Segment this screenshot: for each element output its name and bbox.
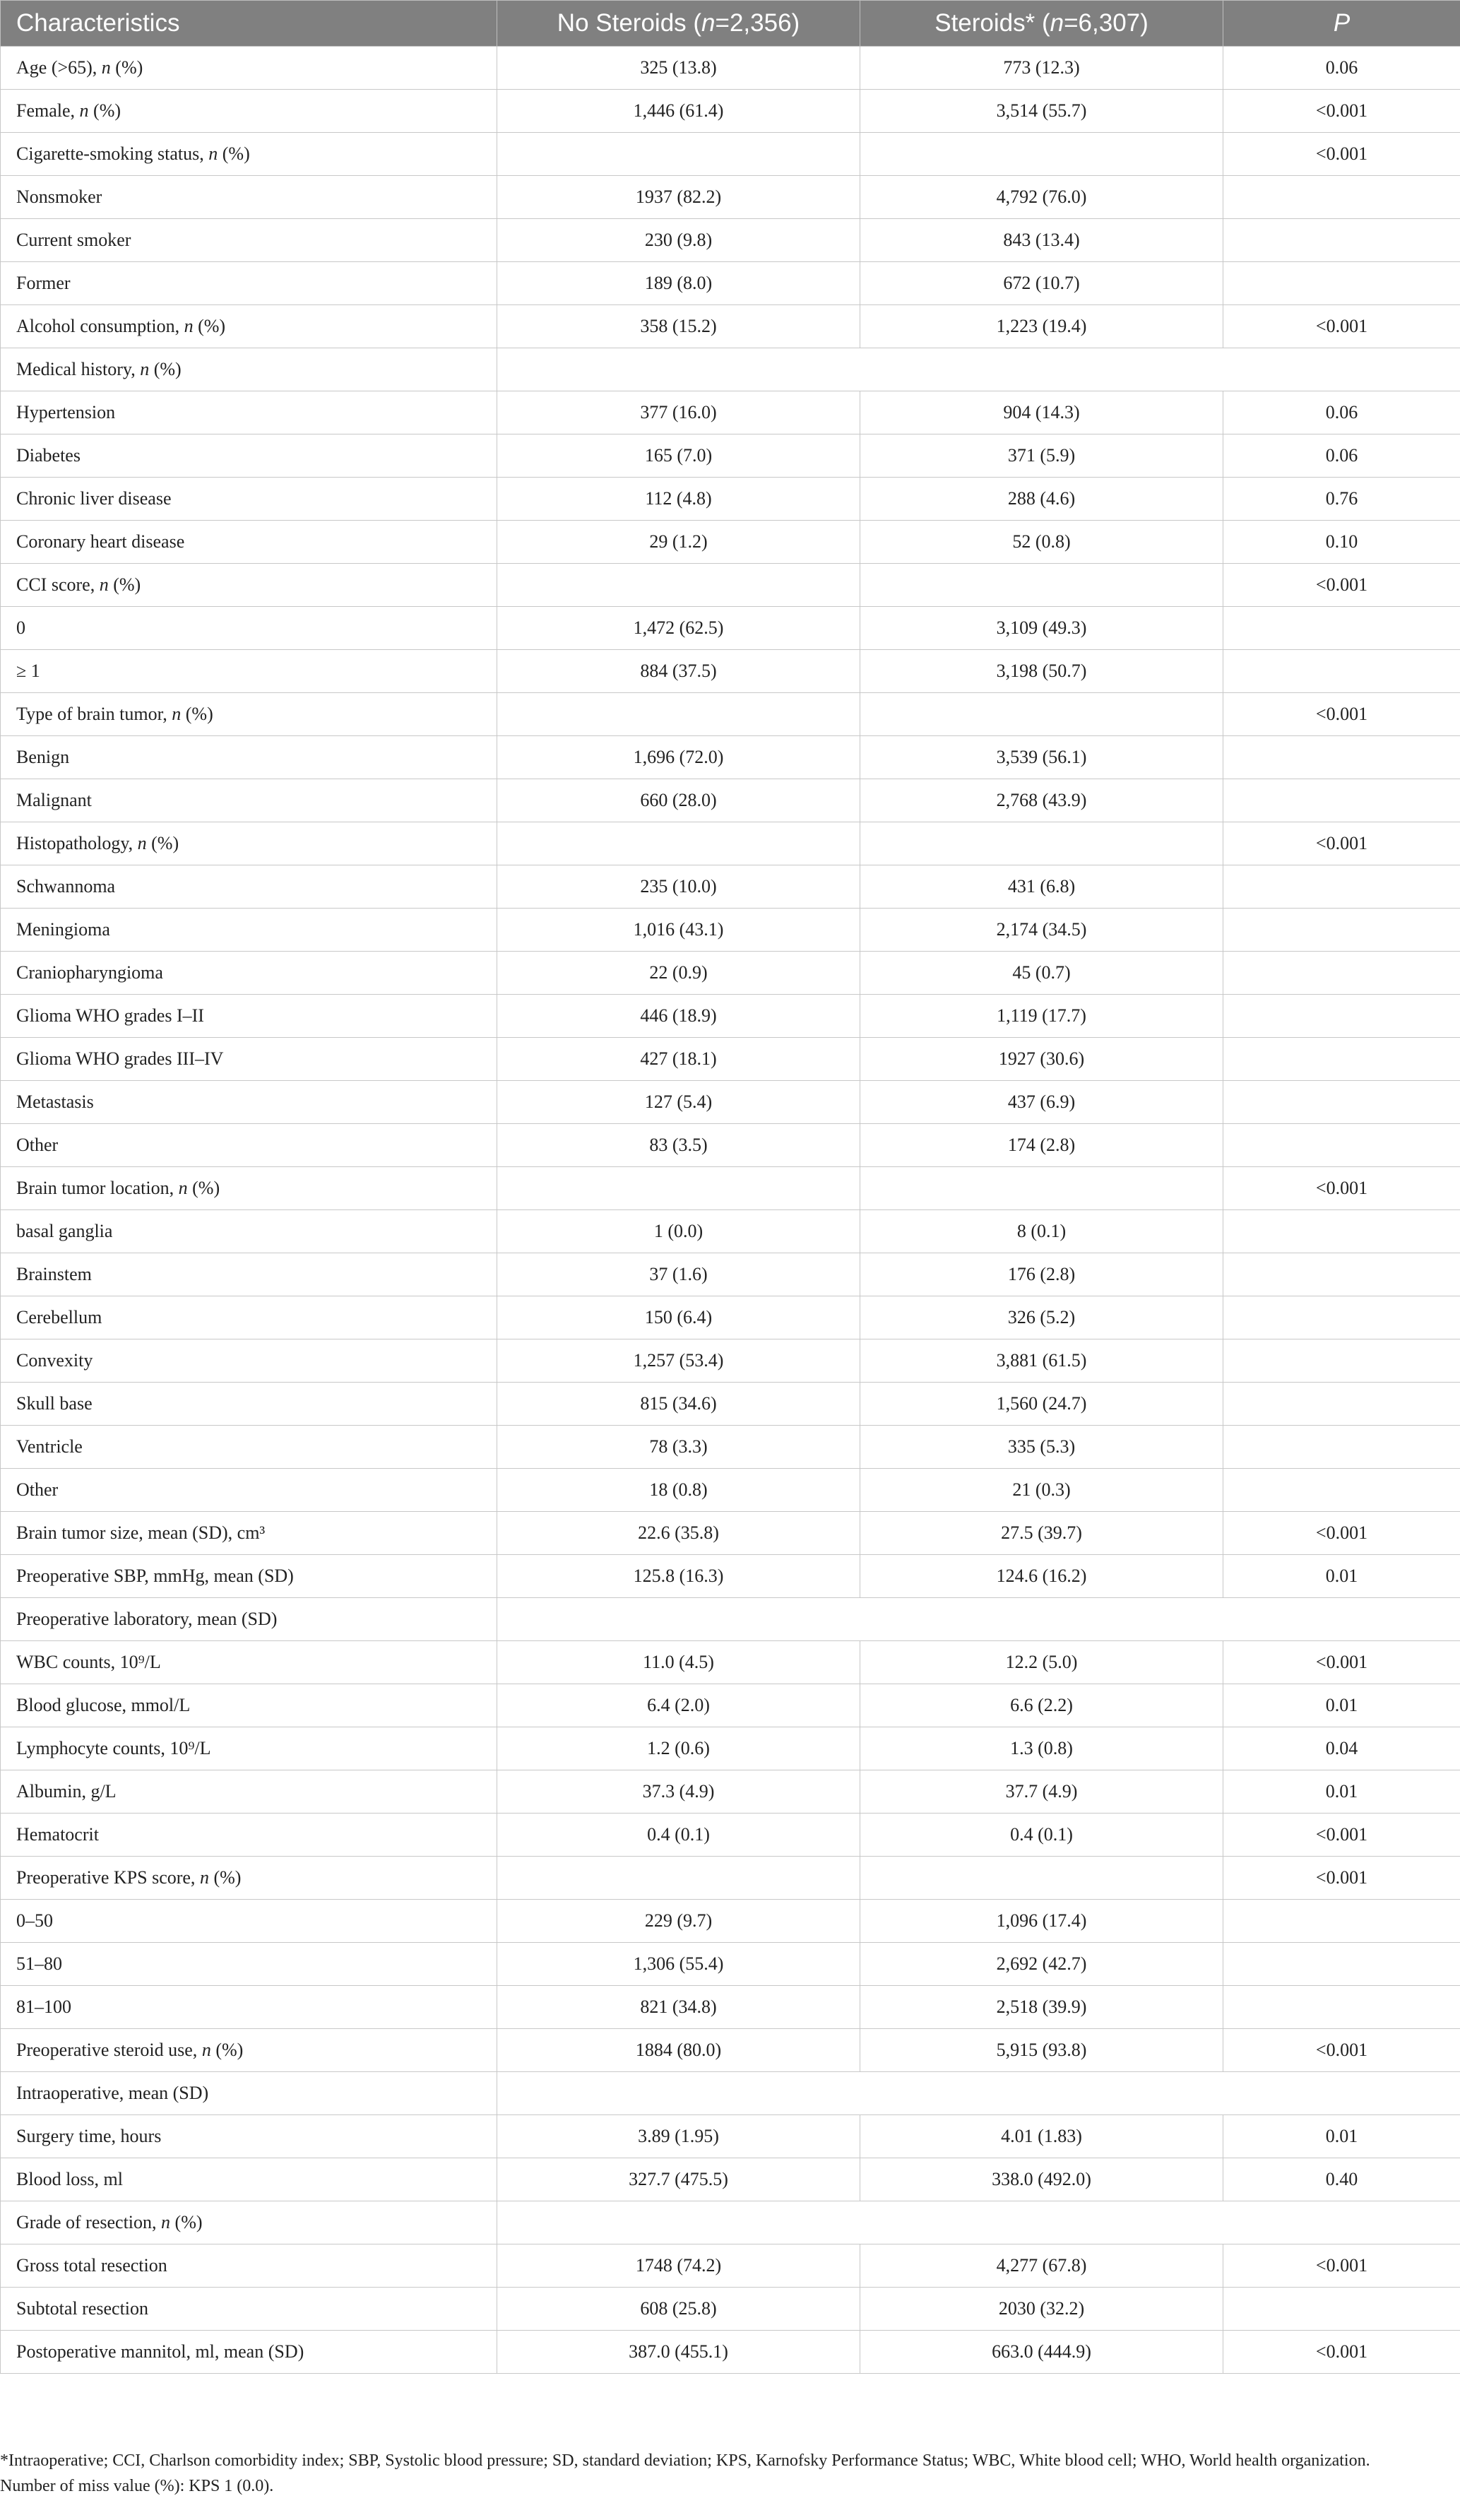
p-value: 0.06: [1223, 47, 1460, 90]
steroids-value: 52 (0.8): [860, 521, 1223, 564]
p-value: [1223, 1339, 1460, 1383]
no-steroids-value: 230 (9.8): [497, 219, 860, 262]
row-label: Lymphocyte counts, 10⁹/L: [1, 1727, 497, 1770]
table-footnotes: [0, 2448, 1441, 2499]
row-label: Ventricle: [1, 1426, 497, 1469]
table-row: [1, 736, 1460, 779]
no-steroids-value: 235 (10.0): [497, 865, 860, 909]
steroids-value: 1,119 (17.7): [860, 995, 1223, 1038]
no-steroids-value: [497, 1857, 860, 1900]
p-value: 0.76: [1223, 478, 1460, 521]
table-row: [1, 865, 1460, 909]
p-value: [1223, 779, 1460, 822]
steroids-value: 1,560 (24.7): [860, 1383, 1223, 1426]
header-p-value: P: [1223, 1, 1460, 47]
no-steroids-value: 78 (3.3): [497, 1426, 860, 1469]
table-row: [1, 2029, 1460, 2072]
table-row: [1, 779, 1460, 822]
no-steroids-value: 6.4 (2.0): [497, 1684, 860, 1727]
table-row: [1, 1598, 1460, 1641]
steroids-value: 371 (5.9): [860, 434, 1223, 478]
table-row: [1, 650, 1460, 693]
no-steroids-value: 165 (7.0): [497, 434, 860, 478]
no-steroids-value: [497, 822, 860, 865]
row-label: Histopathology, n (%): [1, 822, 497, 865]
no-steroids-value: 1937 (82.2): [497, 176, 860, 219]
steroids-value: 21 (0.3): [860, 1469, 1223, 1512]
p-value: [1223, 865, 1460, 909]
steroids-value: 1927 (30.6): [860, 1038, 1223, 1081]
p-value: 0.04: [1223, 1727, 1460, 1770]
table-row: [1, 2244, 1460, 2288]
steroids-value: 174 (2.8): [860, 1124, 1223, 1167]
table-row: [1, 1038, 1460, 1081]
table-row: [1, 1641, 1460, 1684]
no-steroids-value: [497, 564, 860, 607]
row-label: WBC counts, 10⁹/L: [1, 1641, 497, 1684]
steroids-value: 2,692 (42.7): [860, 1943, 1223, 1986]
table-row: [1, 2115, 1460, 2158]
table-row: [1, 133, 1460, 176]
steroids-value: 0.4 (0.1): [860, 1814, 1223, 1857]
row-label: Blood glucose, mmol/L: [1, 1684, 497, 1727]
table-row: [1, 1814, 1460, 1857]
empty-span-cell: [497, 1598, 1460, 1641]
row-label: CCI score, n (%): [1, 564, 497, 607]
no-steroids-value: 1,306 (55.4): [497, 1943, 860, 1986]
no-steroids-value: 325 (13.8): [497, 47, 860, 90]
steroids-value: 2030 (32.2): [860, 2288, 1223, 2331]
no-steroids-value: 377 (16.0): [497, 391, 860, 434]
p-value: <0.001: [1223, 1857, 1460, 1900]
row-label: 51–80: [1, 1943, 497, 1986]
row-label: Type of brain tumor, n (%): [1, 693, 497, 736]
table-row: [1, 305, 1460, 348]
row-label: Coronary heart disease: [1, 521, 497, 564]
empty-span-cell: [497, 2201, 1460, 2244]
row-label: Other: [1, 1124, 497, 1167]
row-label: 0: [1, 607, 497, 650]
p-value: [1223, 736, 1460, 779]
steroids-value: 37.7 (4.9): [860, 1770, 1223, 1814]
no-steroids-value: 1,446 (61.4): [497, 90, 860, 133]
row-label: Malignant: [1, 779, 497, 822]
steroids-value: 431 (6.8): [860, 865, 1223, 909]
table-row: [1, 2158, 1460, 2201]
table-row: [1, 478, 1460, 521]
table-row: [1, 1684, 1460, 1727]
p-value: <0.001: [1223, 133, 1460, 176]
p-value: 0.01: [1223, 2115, 1460, 2158]
steroids-value: [860, 1857, 1223, 1900]
row-label: Female, n (%): [1, 90, 497, 133]
table-row: [1, 995, 1460, 1038]
p-value: <0.001: [1223, 1512, 1460, 1555]
row-label: Current smoker: [1, 219, 497, 262]
no-steroids-value: 22 (0.9): [497, 952, 860, 995]
row-label: Skull base: [1, 1383, 497, 1426]
p-value: [1223, 219, 1460, 262]
no-steroids-value: 3.89 (1.95): [497, 2115, 860, 2158]
steroids-value: 5,915 (93.8): [860, 2029, 1223, 2072]
no-steroids-value: 229 (9.7): [497, 1900, 860, 1943]
steroids-value: 335 (5.3): [860, 1426, 1223, 1469]
table-row: [1, 909, 1460, 952]
footnote-abbreviations: *Intraoperative; CCI, Charlson comorbidity index; SBP, Systolic blood pressure; SD, standard deviation; KPS, Karnofsky Performance Status; WBC, White blood cell; WHO, World health organization.: [0, 2451, 1370, 2470]
steroids-value: 338.0 (492.0): [860, 2158, 1223, 2201]
row-label: Former: [1, 262, 497, 305]
table-row: [1, 1512, 1460, 1555]
row-label: Cigarette-smoking status, n (%): [1, 133, 497, 176]
row-label: Metastasis: [1, 1081, 497, 1124]
p-value: <0.001: [1223, 90, 1460, 133]
p-value: <0.001: [1223, 693, 1460, 736]
row-label: Hematocrit: [1, 1814, 497, 1857]
p-value: [1223, 1383, 1460, 1426]
no-steroids-value: 387.0 (455.1): [497, 2331, 860, 2374]
table-row: [1, 1383, 1460, 1426]
table-row: [1, 2072, 1460, 2115]
no-steroids-value: 125.8 (16.3): [497, 1555, 860, 1598]
table-row: [1, 1296, 1460, 1339]
table-row: [1, 90, 1460, 133]
header-steroids: Steroids* (n=6,307): [860, 1, 1223, 47]
row-label: Subtotal resection: [1, 2288, 497, 2331]
steroids-value: 3,881 (61.5): [860, 1339, 1223, 1383]
p-value: [1223, 1986, 1460, 2029]
steroids-value: 288 (4.6): [860, 478, 1223, 521]
table-row: [1, 952, 1460, 995]
no-steroids-value: 446 (18.9): [497, 995, 860, 1038]
p-value: <0.001: [1223, 1814, 1460, 1857]
p-value: [1223, 1469, 1460, 1512]
steroids-value: [860, 564, 1223, 607]
table-row: [1, 1943, 1460, 1986]
p-value: <0.001: [1223, 564, 1460, 607]
table-row: [1, 47, 1460, 90]
p-value: [1223, 1038, 1460, 1081]
table-row: [1, 262, 1460, 305]
no-steroids-value: 1,016 (43.1): [497, 909, 860, 952]
steroids-value: 3,109 (49.3): [860, 607, 1223, 650]
row-label: Brain tumor location, n (%): [1, 1167, 497, 1210]
no-steroids-value: 821 (34.8): [497, 1986, 860, 2029]
no-steroids-value: 884 (37.5): [497, 650, 860, 693]
no-steroids-value: 1748 (74.2): [497, 2244, 860, 2288]
row-label: Hypertension: [1, 391, 497, 434]
steroids-value: 4,792 (76.0): [860, 176, 1223, 219]
row-label: Nonsmoker: [1, 176, 497, 219]
p-value: [1223, 995, 1460, 1038]
footnote-missing-values: Number of miss value (%): KPS 1 (0.0).: [0, 2477, 274, 2495]
row-label: Convexity: [1, 1339, 497, 1383]
header-characteristics: Characteristics: [1, 1, 497, 47]
table-row: [1, 1210, 1460, 1253]
steroids-value: 2,518 (39.9): [860, 1986, 1223, 2029]
no-steroids-value: 358 (15.2): [497, 305, 860, 348]
p-value: [1223, 1900, 1460, 1943]
row-label: Other: [1, 1469, 497, 1512]
steroids-value: 1.3 (0.8): [860, 1727, 1223, 1770]
p-value: 0.06: [1223, 434, 1460, 478]
table-row: [1, 1555, 1460, 1598]
table-row: [1, 1426, 1460, 1469]
table-row: [1, 391, 1460, 434]
row-label: Preoperative steroid use, n (%): [1, 2029, 497, 2072]
steroids-value: 3,514 (55.7): [860, 90, 1223, 133]
no-steroids-value: 37 (1.6): [497, 1253, 860, 1296]
p-value: <0.001: [1223, 822, 1460, 865]
no-steroids-value: 660 (28.0): [497, 779, 860, 822]
steroids-value: 843 (13.4): [860, 219, 1223, 262]
p-value: [1223, 1124, 1460, 1167]
row-label: Age (>65), n (%): [1, 47, 497, 90]
table-row: [1, 348, 1460, 391]
no-steroids-value: 1,472 (62.5): [497, 607, 860, 650]
table-row: [1, 521, 1460, 564]
table-row: [1, 1900, 1460, 1943]
no-steroids-value: 127 (5.4): [497, 1081, 860, 1124]
no-steroids-value: 150 (6.4): [497, 1296, 860, 1339]
no-steroids-value: 427 (18.1): [497, 1038, 860, 1081]
table-row: [1, 2331, 1460, 2374]
row-label: Diabetes: [1, 434, 497, 478]
p-value: 0.40: [1223, 2158, 1460, 2201]
steroids-value: 27.5 (39.7): [860, 1512, 1223, 1555]
no-steroids-value: 327.7 (475.5): [497, 2158, 860, 2201]
table-body: [1, 47, 1460, 2374]
p-value: <0.001: [1223, 1641, 1460, 1684]
steroids-value: 663.0 (444.9): [860, 2331, 1223, 2374]
p-value: [1223, 607, 1460, 650]
no-steroids-value: 1 (0.0): [497, 1210, 860, 1253]
p-value: 0.01: [1223, 1770, 1460, 1814]
p-value: <0.001: [1223, 2029, 1460, 2072]
row-label: Craniopharyngioma: [1, 952, 497, 995]
steroids-value: 326 (5.2): [860, 1296, 1223, 1339]
table-row: [1, 176, 1460, 219]
header-row: [1, 1, 1460, 47]
row-label: Blood loss, ml: [1, 2158, 497, 2201]
steroids-value: 904 (14.3): [860, 391, 1223, 434]
table-row: [1, 1986, 1460, 2029]
table-row: [1, 1253, 1460, 1296]
table-row: [1, 434, 1460, 478]
p-value: [1223, 909, 1460, 952]
row-label: Brain tumor size, mean (SD), cm³: [1, 1512, 497, 1555]
p-value: [1223, 1081, 1460, 1124]
no-steroids-value: 1.2 (0.6): [497, 1727, 860, 1770]
steroids-value: 3,198 (50.7): [860, 650, 1223, 693]
steroids-value: 176 (2.8): [860, 1253, 1223, 1296]
no-steroids-value: [497, 693, 860, 736]
p-value: [1223, 1943, 1460, 1986]
p-value: [1223, 1426, 1460, 1469]
no-steroids-value: 112 (4.8): [497, 478, 860, 521]
steroids-value: [860, 1167, 1223, 1210]
table-row: [1, 693, 1460, 736]
row-label: Alcohol consumption, n (%): [1, 305, 497, 348]
p-value: 0.10: [1223, 521, 1460, 564]
p-value: <0.001: [1223, 1167, 1460, 1210]
no-steroids-value: 11.0 (4.5): [497, 1641, 860, 1684]
no-steroids-value: 608 (25.8): [497, 2288, 860, 2331]
row-label: basal ganglia: [1, 1210, 497, 1253]
steroids-value: 672 (10.7): [860, 262, 1223, 305]
steroids-value: 3,539 (56.1): [860, 736, 1223, 779]
steroids-value: 1,096 (17.4): [860, 1900, 1223, 1943]
row-label: Brainstem: [1, 1253, 497, 1296]
p-value: [1223, 1210, 1460, 1253]
header-no-steroids: No Steroids (n=2,356): [497, 1, 860, 47]
row-label: Meningioma: [1, 909, 497, 952]
row-label: Medical history, n (%): [1, 348, 497, 391]
steroids-value: 4.01 (1.83): [860, 2115, 1223, 2158]
table-row: [1, 2201, 1460, 2244]
table-row: [1, 1727, 1460, 1770]
p-value: [1223, 1253, 1460, 1296]
p-value: 0.06: [1223, 391, 1460, 434]
steroids-value: [860, 693, 1223, 736]
row-label: Grade of resection, n (%): [1, 2201, 497, 2244]
table-row: [1, 1167, 1460, 1210]
no-steroids-value: 0.4 (0.1): [497, 1814, 860, 1857]
table-row: [1, 564, 1460, 607]
table-row: [1, 219, 1460, 262]
no-steroids-value: 1,257 (53.4): [497, 1339, 860, 1383]
steroids-value: 2,768 (43.9): [860, 779, 1223, 822]
p-value: [1223, 262, 1460, 305]
table-row: [1, 822, 1460, 865]
row-label: 81–100: [1, 1986, 497, 2029]
row-label: Schwannoma: [1, 865, 497, 909]
no-steroids-value: [497, 1167, 860, 1210]
p-value: <0.001: [1223, 2331, 1460, 2374]
p-value: <0.001: [1223, 305, 1460, 348]
row-label: Cerebellum: [1, 1296, 497, 1339]
row-label: Gross total resection: [1, 2244, 497, 2288]
empty-span-cell: [497, 348, 1460, 391]
row-label: Preoperative laboratory, mean (SD): [1, 1598, 497, 1641]
empty-span-cell: [497, 2072, 1460, 2115]
steroids-value: [860, 133, 1223, 176]
steroids-value: 124.6 (16.2): [860, 1555, 1223, 1598]
steroids-value: 12.2 (5.0): [860, 1641, 1223, 1684]
steroids-value: 8 (0.1): [860, 1210, 1223, 1253]
steroids-value: 1,223 (19.4): [860, 305, 1223, 348]
table-row: [1, 1081, 1460, 1124]
p-value: <0.001: [1223, 2244, 1460, 2288]
row-label: Preoperative KPS score, n (%): [1, 1857, 497, 1900]
p-value: [1223, 2288, 1460, 2331]
row-label: Postoperative mannitol, ml, mean (SD): [1, 2331, 497, 2374]
table-row: [1, 1339, 1460, 1383]
row-label: Glioma WHO grades I–II: [1, 995, 497, 1038]
p-value: [1223, 176, 1460, 219]
steroids-value: [860, 822, 1223, 865]
no-steroids-value: 83 (3.5): [497, 1124, 860, 1167]
no-steroids-value: 29 (1.2): [497, 521, 860, 564]
table-row: [1, 2288, 1460, 2331]
row-label: Chronic liver disease: [1, 478, 497, 521]
no-steroids-value: 1884 (80.0): [497, 2029, 860, 2072]
row-label: Benign: [1, 736, 497, 779]
no-steroids-value: [497, 133, 860, 176]
steroids-value: 4,277 (67.8): [860, 2244, 1223, 2288]
steroids-value: 6.6 (2.2): [860, 1684, 1223, 1727]
steroids-value: 2,174 (34.5): [860, 909, 1223, 952]
row-label: Glioma WHO grades III–IV: [1, 1038, 497, 1081]
row-label: Surgery time, hours: [1, 2115, 497, 2158]
row-label: Preoperative SBP, mmHg, mean (SD): [1, 1555, 497, 1598]
no-steroids-value: 1,696 (72.0): [497, 736, 860, 779]
row-label: Albumin, g/L: [1, 1770, 497, 1814]
p-value: [1223, 650, 1460, 693]
table-row: [1, 1857, 1460, 1900]
table-row: [1, 1770, 1460, 1814]
row-label: ≥ 1: [1, 650, 497, 693]
table-header: [1, 1, 1460, 47]
no-steroids-value: 18 (0.8): [497, 1469, 860, 1512]
no-steroids-value: 815 (34.6): [497, 1383, 860, 1426]
p-value: 0.01: [1223, 1555, 1460, 1598]
no-steroids-value: 37.3 (4.9): [497, 1770, 860, 1814]
table-row: [1, 1469, 1460, 1512]
steroids-value: 45 (0.7): [860, 952, 1223, 995]
row-label: 0–50: [1, 1900, 497, 1943]
p-value: 0.01: [1223, 1684, 1460, 1727]
no-steroids-value: 189 (8.0): [497, 262, 860, 305]
p-value: [1223, 952, 1460, 995]
p-value: [1223, 1296, 1460, 1339]
no-steroids-value: 22.6 (35.8): [497, 1512, 860, 1555]
table-row: [1, 607, 1460, 650]
steroids-value: 773 (12.3): [860, 47, 1223, 90]
row-label: Intraoperative, mean (SD): [1, 2072, 497, 2115]
steroids-value: 437 (6.9): [860, 1081, 1223, 1124]
table-row: [1, 1124, 1460, 1167]
